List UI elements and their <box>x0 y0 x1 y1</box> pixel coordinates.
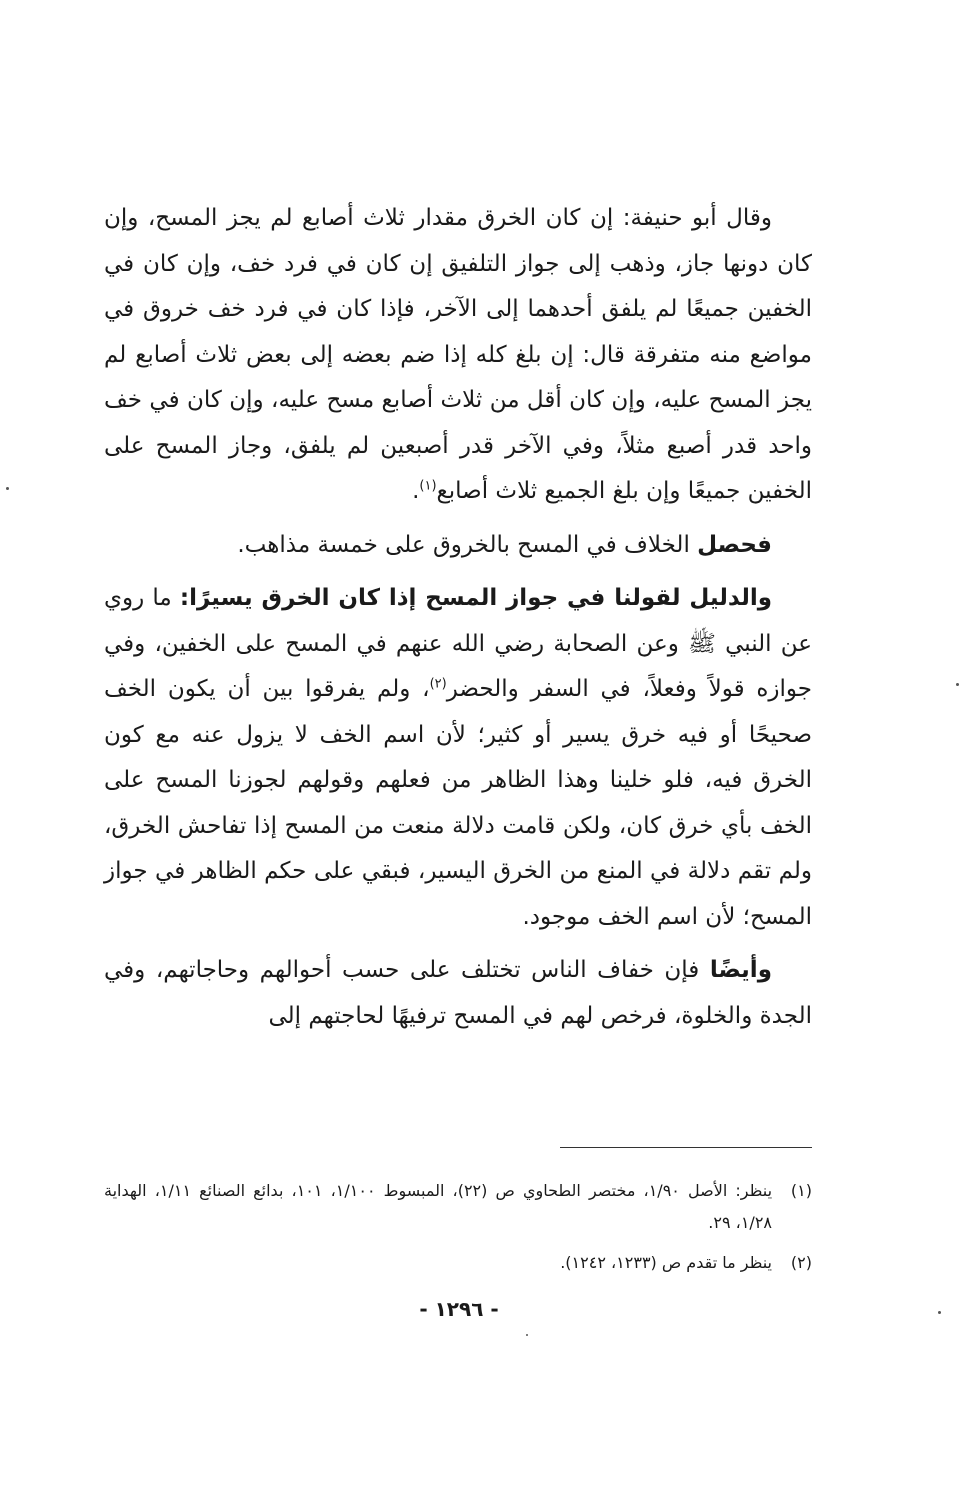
paragraph-3-lead: والدليل لقولنا في جواز المسح إذا كان الخرق يسيرًا: <box>179 585 773 611</box>
paragraph-4-lead: وأيضًا <box>709 957 772 983</box>
paragraph-2-text: الخلاف في المسح بالخروق على خمسة مذاهب. <box>237 531 698 558</box>
paragraph-4 <box>104 948 812 1039</box>
paragraph-4-text: فإن خفاف الناس تختلف على حسب أحوالهم وحاجاتهم، وفي الجدة والخلوة، فرخص لهم في المسح ترفيهًا لحاجتهم إلى <box>104 957 812 1029</box>
paragraph-1 <box>104 196 812 515</box>
scan-speck <box>526 1334 528 1336</box>
paragraph-1-text: وقال أبو حنيفة: إن كان الخرق مقدار ثلاث أصابع لم يجز المسح، وإن كان دونها جاز، وذهب إلى جواز التلفيق إن كان في فرد خف، وإن كان في الخفين جميعًا لم يلفق أحدهما إلى الآخر، فإذا كان في فرد خف خروق في مواضع منه متفرقة قال: إن بلغ كله إذا ضم بعضه إلى بعض ثلاث أصابع لم يجز المسح عليه، وإن كان أقل من ثلاث أصابع مسح عليه، وإن كان في خف واحد قدر أصبع مثلاً، وفي الآخر قدر أصبعين لم يلفق، وجاز المسح على الخفين جميعًا وإن بلغ الجميع ثلاث أصابع <box>104 205 812 504</box>
paragraph-1-tail: . <box>412 478 420 504</box>
paragraph-3-text: ما روي عن النبي ﷺ وعن الصحابة رضي الله عنهم في المسح على الخفين، وفي جوازه قولاً وفعلاً، في السفر والحضر <box>104 585 812 702</box>
scan-speck <box>6 487 9 490</box>
paragraph-2-lead: فحصل <box>697 531 772 558</box>
main-text <box>104 196 812 1047</box>
footnote-2 <box>104 1247 812 1279</box>
footnotes <box>104 1175 812 1287</box>
paragraph-3 <box>104 576 812 940</box>
footnote-ref-2[interactable]: (٢) <box>429 676 447 692</box>
footnote-1-number: (١) <box>790 1181 812 1200</box>
paragraph-3-tail: ، ولم يفرقوا بين أن يكون الخف صحيحًا أو فيه خرق يسير أو كثير؛ لأن اسم الخف لا يزول عنه مع كون الخرق فيه، فلو خلينا وهذا الظاهر من فعلهم وقولهم لجوزنا المسح على الخف بأي خرق كان، ولكن قامت دلالة منعت من المسح إذا تفاحش الخرق، ولم تقم دلالة في المنع من الخرق اليسير، فبقي على حكم الظاهر في جواز المسح؛ لأن اسم الخف موجود. <box>104 676 812 930</box>
footnote-divider <box>560 1147 812 1148</box>
footnote-2-number: (٢) <box>790 1253 812 1272</box>
page-number: - ١٢٩٦ - <box>419 1297 499 1321</box>
footnote-1 <box>104 1175 812 1239</box>
scan-speck <box>956 683 959 686</box>
scan-speck <box>938 1311 941 1314</box>
footnote-2-text: ينظر ما تقدم ص (١٢٣٣، ١٢٤٢). <box>560 1253 772 1272</box>
paragraph-2 <box>104 523 812 569</box>
footnote-1-text: ينظر: الأصل ١/٩٠، مختصر الطحاوي ص (٢٢)، المبسوط ١/١٠٠، ١٠١، بدائع الصنائع ١/١١، الهداية ١/٢٨، ٢٩. <box>104 1181 773 1232</box>
footnote-ref-1[interactable]: (١) <box>419 478 437 494</box>
